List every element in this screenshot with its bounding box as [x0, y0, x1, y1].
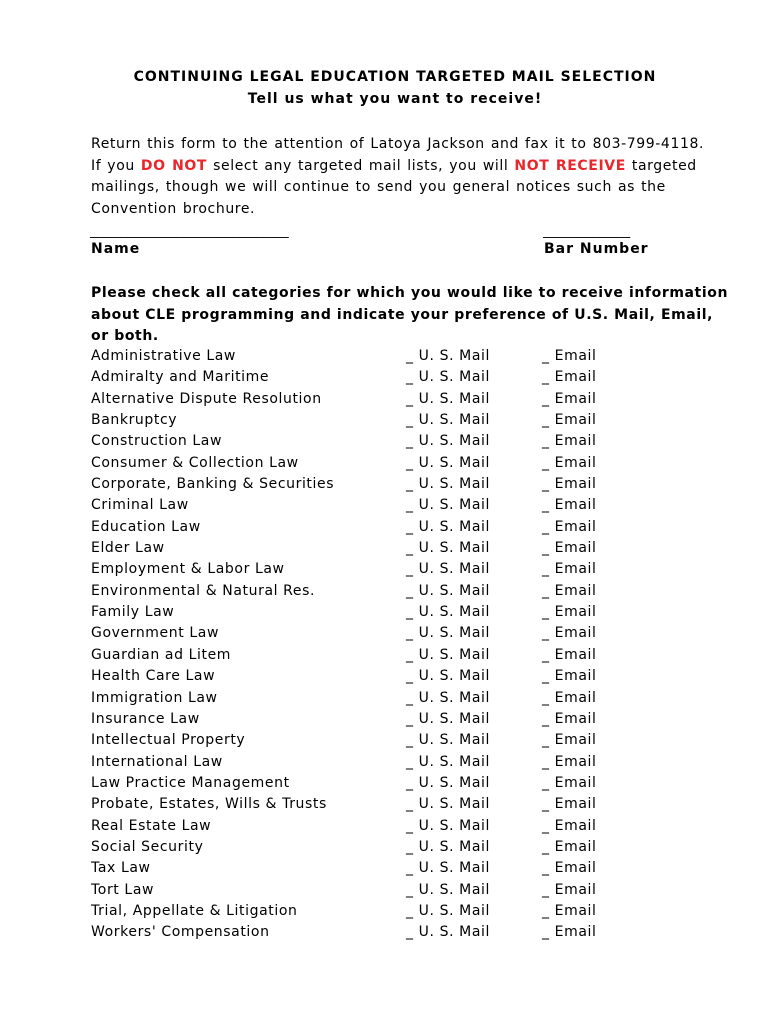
name-field-line[interactable]: ________________________________ [90, 224, 289, 239]
intro-text-2: select any targeted mail lists, you will [207, 157, 515, 174]
email-checkbox[interactable]: _ Email [542, 838, 597, 855]
us-mail-checkbox[interactable]: _ U. S. Mail [406, 796, 491, 813]
email-checkbox[interactable]: _ Email [542, 710, 597, 727]
category-name: Health Care Law [91, 668, 216, 685]
us-mail-checkbox[interactable]: _ U. S. Mail [406, 689, 491, 706]
category-name: Consumer & Collection Law [91, 454, 299, 471]
category-row [0, 666, 770, 687]
category-row [0, 602, 770, 623]
category-name: Elder Law [91, 540, 165, 557]
email-checkbox[interactable]: _ Email [542, 540, 597, 557]
us-mail-checkbox[interactable]: _ U. S. Mail [406, 902, 491, 919]
intro-paragraph [91, 134, 716, 220]
category-row [0, 816, 770, 837]
email-checkbox[interactable]: _ Email [542, 860, 597, 877]
category-row [0, 773, 770, 794]
category-name: International Law [91, 753, 223, 770]
email-checkbox[interactable]: _ Email [542, 646, 597, 663]
category-row [0, 581, 770, 602]
category-row [0, 495, 770, 516]
category-row [0, 880, 770, 901]
category-row [0, 794, 770, 815]
category-row [0, 410, 770, 431]
us-mail-checkbox[interactable]: _ U. S. Mail [406, 433, 491, 450]
us-mail-checkbox[interactable]: _ U. S. Mail [406, 753, 491, 770]
us-mail-checkbox[interactable]: _ U. S. Mail [406, 561, 491, 578]
us-mail-checkbox[interactable]: _ U. S. Mail [406, 412, 491, 429]
email-checkbox[interactable]: _ Email [542, 582, 597, 599]
category-row [0, 645, 770, 666]
category-name: Immigration Law [91, 689, 218, 706]
email-checkbox[interactable]: _ Email [542, 412, 597, 429]
do-not-emphasis: DO NOT [140, 157, 208, 174]
category-row [0, 474, 770, 495]
category-row [0, 623, 770, 644]
category-name: Insurance Law [91, 710, 200, 727]
category-name: Alternative Dispute Resolution [91, 390, 322, 407]
category-name: Family Law [91, 604, 175, 621]
category-name: Education Law [91, 518, 201, 535]
us-mail-checkbox[interactable]: _ U. S. Mail [406, 881, 491, 898]
email-checkbox[interactable]: _ Email [542, 476, 597, 493]
category-name: Environmental & Natural Res. [91, 582, 316, 599]
category-name: Admiralty and Maritime [91, 369, 270, 386]
us-mail-checkbox[interactable]: _ U. S. Mail [406, 476, 491, 493]
email-checkbox[interactable]: _ Email [542, 881, 597, 898]
email-checkbox[interactable]: _ Email [542, 625, 597, 642]
category-row [0, 730, 770, 751]
category-row [0, 858, 770, 879]
us-mail-checkbox[interactable]: _ U. S. Mail [406, 604, 491, 621]
us-mail-checkbox[interactable]: _ U. S. Mail [406, 924, 491, 941]
us-mail-checkbox[interactable]: _ U. S. Mail [406, 540, 491, 557]
category-name: Construction Law [91, 433, 223, 450]
intro-text-3: targeted mailings, though we will continue to send you general notices such as the Convention brochure. [91, 157, 697, 217]
email-checkbox[interactable]: _ Email [542, 689, 597, 706]
email-checkbox[interactable]: _ Email [542, 753, 597, 770]
us-mail-checkbox[interactable]: _ U. S. Mail [406, 860, 491, 877]
category-list [0, 346, 770, 944]
category-row [0, 431, 770, 452]
category-row [0, 367, 770, 388]
email-checkbox[interactable]: _ Email [542, 817, 597, 834]
category-row [0, 901, 770, 922]
category-row [0, 389, 770, 410]
us-mail-checkbox[interactable]: _ U. S. Mail [406, 732, 491, 749]
us-mail-checkbox[interactable]: _ U. S. Mail [406, 582, 491, 599]
category-name: Probate, Estates, Wills & Trusts [91, 796, 327, 813]
us-mail-checkbox[interactable]: _ U. S. Mail [406, 668, 491, 685]
form-title: CONTINUING LEGAL EDUCATION TARGETED MAIL SELECTION [133, 69, 657, 85]
category-name: Guardian ad Litem [91, 646, 232, 663]
us-mail-checkbox[interactable]: _ U. S. Mail [406, 646, 491, 663]
category-name: Social Security [91, 838, 204, 855]
instructions-text: Please check all categories for which you would like to receive information about CLE programming and indicate your preference of U.S. Mail, Email, or both. [91, 285, 729, 344]
category-row [0, 709, 770, 730]
name-label: Name [91, 241, 141, 257]
us-mail-checkbox[interactable]: _ U. S. Mail [406, 497, 491, 514]
email-checkbox[interactable]: _ Email [542, 454, 597, 471]
category-row [0, 453, 770, 474]
category-name: Employment & Labor Law [91, 561, 285, 578]
category-name: Intellectual Property [91, 732, 246, 749]
email-checkbox[interactable]: _ Email [542, 902, 597, 919]
category-name: Trial, Appellate & Litigation [91, 902, 298, 919]
email-checkbox[interactable]: _ Email [542, 604, 597, 621]
category-name: Real Estate Law [91, 817, 212, 834]
category-name: Criminal Law [91, 497, 189, 514]
us-mail-checkbox[interactable]: _ U. S. Mail [406, 838, 491, 855]
email-checkbox[interactable]: _ Email [542, 774, 597, 791]
us-mail-checkbox[interactable]: _ U. S. Mail [406, 774, 491, 791]
form-subtitle: Tell us what you want to receive! [247, 91, 543, 107]
email-checkbox[interactable]: _ Email [542, 732, 597, 749]
email-checkbox[interactable]: _ Email [542, 668, 597, 685]
category-row [0, 517, 770, 538]
email-checkbox[interactable]: _ Email [542, 561, 597, 578]
us-mail-checkbox[interactable]: _ U. S. Mail [406, 710, 491, 727]
bar-number-field-line[interactable]: ______________ [543, 224, 630, 239]
category-row [0, 688, 770, 709]
category-row [0, 559, 770, 580]
us-mail-checkbox[interactable]: _ U. S. Mail [406, 454, 491, 471]
email-checkbox[interactable]: _ Email [542, 518, 597, 535]
category-name: Government Law [91, 625, 219, 642]
category-row [0, 922, 770, 943]
category-row [0, 538, 770, 559]
us-mail-checkbox[interactable]: _ U. S. Mail [406, 518, 491, 535]
category-row [0, 837, 770, 858]
category-name: Tax Law [91, 860, 151, 877]
category-row [0, 752, 770, 773]
category-name: Administrative Law [91, 348, 236, 364]
us-mail-checkbox[interactable]: _ U. S. Mail [406, 817, 491, 834]
category-name: Workers' Compensation [91, 924, 270, 941]
not-receive-emphasis: NOT RECEIVE [514, 157, 626, 174]
email-checkbox[interactable]: _ Email [542, 348, 597, 364]
us-mail-checkbox[interactable]: _ U. S. Mail [406, 369, 491, 386]
us-mail-checkbox[interactable]: _ U. S. Mail [406, 348, 491, 364]
category-name: Bankruptcy [91, 412, 178, 429]
us-mail-checkbox[interactable]: _ U. S. Mail [406, 625, 491, 642]
email-checkbox[interactable]: _ Email [542, 390, 597, 407]
email-checkbox[interactable]: _ Email [542, 497, 597, 514]
category-name: Law Practice Management [91, 774, 290, 791]
category-name: Tort Law [91, 881, 155, 898]
email-checkbox[interactable]: _ Email [542, 433, 597, 450]
email-checkbox[interactable]: _ Email [542, 796, 597, 813]
category-name: Corporate, Banking & Securities [91, 476, 335, 493]
email-checkbox[interactable]: _ Email [542, 924, 597, 941]
email-checkbox[interactable]: _ Email [542, 369, 597, 386]
bar-number-label: Bar Number [544, 241, 649, 257]
us-mail-checkbox[interactable]: _ U. S. Mail [406, 390, 491, 407]
intro-text-1: Return this form to the attention of Latoya Jackson and fax it to 803-799-4118. If you [91, 136, 705, 174]
category-row [0, 346, 770, 367]
